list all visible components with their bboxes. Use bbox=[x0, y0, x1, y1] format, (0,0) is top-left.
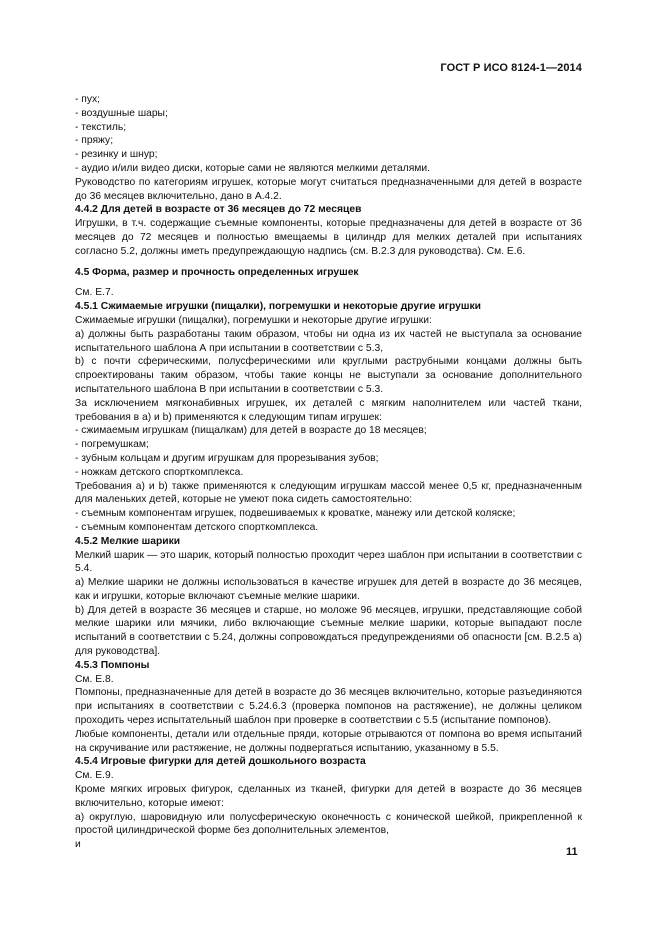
paragraph: - ножкам детского спорткомплекса. bbox=[75, 466, 244, 478]
page-number: 11 bbox=[566, 846, 578, 858]
paragraph: a) округлую, шаровидную или полусферическую оконечность с конической шейкой, прикрепленной к простой цилиндрической форме без дополнительных элементов, bbox=[75, 811, 582, 837]
paragraph: Мелкий шарик — это шарик, который полностью проходит через шаблон при испытании в соответствии с 5.4. bbox=[75, 549, 582, 575]
paragraph: - воздушные шары; bbox=[75, 107, 168, 119]
paragraph: - текстиль; bbox=[75, 121, 127, 133]
section-heading: 4.5 Форма, размер и прочность определенных игрушек bbox=[75, 266, 359, 278]
paragraph: Требования а) и b) также применяются к следующим игрушкам массой менее 0,5 кг, предназначенным для маленьких детей, которые не умеют пока сидеть самостоятельно: bbox=[75, 480, 582, 506]
paragraph: Кроме мягких игровых фигурок, сделанных из тканей, фигурки для детей в возрасте до 36 месяцев включительно, которые имеют: bbox=[75, 784, 582, 809]
paragraph: - пряжу; bbox=[75, 135, 114, 147]
paragraph: Сжимаемые игрушки (пищалки), погремушки и некоторые другие игрушки: bbox=[75, 314, 432, 326]
paragraph: - аудио и/или видео диски, которые сами не являются мелкими деталями. bbox=[75, 162, 430, 174]
paragraph: - сжимаемым игрушкам (пищалкам) для детей в возрасте до 18 месяцев; bbox=[75, 425, 427, 437]
paragraph: Руководство по категориям игрушек, которые могут считаться предназначенными для детей в возрасте до 36 месяцев включительно, дано в А.4.2. bbox=[75, 176, 582, 202]
paragraph: За исключением мягконабивных игрушек, их деталей с мягким наполнителем или частей ткани, требования в а) и b) применяются к следующим типам игрушек: bbox=[75, 397, 582, 423]
paragraph: - погремушкам; bbox=[75, 439, 149, 451]
section-heading: 4.5.2 Мелкие шарики bbox=[75, 535, 181, 547]
paragraph: b) Для детей в возрасте 36 месяцев и старше, но моложе 96 месяцев, игрушки, представляющие собой мелкие шарики или мячики, либо включающие съемные мелкие шарики, которые выпадают после испытаний в соответствии с 5.24, должны сопровождаться предупреждениями об опасности [см. В.2.5 а) для руководства]. bbox=[75, 604, 582, 658]
section-heading: 4.5.1 Сжимаемые игрушки (пищалки), погремушки и некоторые другие игрушки bbox=[75, 301, 481, 313]
paragraph: Помпоны, предназначенные для детей в возрасте до 36 месяцев включительно, которые разъединяются при испытаниях в соответствии с 5.24.6.3 (проверка помпонов на растяжение), не должны целиком проходить через испытательный шаблон при проверке в соответствии с 5.5 (испытание помпонов). bbox=[75, 687, 582, 727]
document-header: ГОСТ Р ИСО 8124-1—2014 bbox=[440, 62, 582, 74]
paragraph: a) должны быть разработаны таким образом, чтобы ни одна из их частей не выступала за основание испытательного шаблона А при испытании в соответствии с 5.3, bbox=[75, 328, 582, 354]
paragraph: - зубным кольцам и другим игрушкам для прорезывания зубов; bbox=[75, 452, 379, 464]
section-heading: 4.5.4 Игровые фигурки для детей дошкольного возраста bbox=[75, 756, 366, 768]
paragraph: a) Мелкие шарики не должны использоваться в качестве игрушек для детей в возрасте до 36 месяцев, как и игрушки, которые включают съемные мелкие шарики. bbox=[75, 577, 582, 602]
section-heading: 4.4.2 Для детей в возрасте от 36 месяцев до 72 месяцев bbox=[75, 204, 362, 216]
paragraph: Любые компоненты, детали или отдельные пряди, которые отрываются от помпона во время испытаний на скручивание или растяжение, не должны подвергаться испытанию, указанному в 5.5. bbox=[75, 728, 582, 754]
section-heading: 4.5.3 Помпоны bbox=[75, 659, 150, 671]
paragraph: См. Е.7. bbox=[75, 287, 114, 299]
paragraph: См. Е.9. bbox=[75, 770, 114, 782]
paragraph: - пух; bbox=[75, 94, 101, 105]
page-body bbox=[75, 93, 582, 852]
paragraph: - съемным компонентам игрушек, подвешиваемых к кроватке, манежу или детской коляске; bbox=[75, 508, 516, 520]
paragraph: и bbox=[75, 839, 81, 851]
paragraph: - резинку и шнур; bbox=[75, 149, 158, 161]
paragraph: Игрушки, в т.ч. содержащие съемные компоненты, которые предназначены для детей в возрасте от 36 месяцев до 72 месяцев и полностью вмещаемы в цилиндр для мелких деталей при испытаниях согласно 5.2, должны иметь предупреждающую надпись (см. В.2.3 для руководства). См. Е.6. bbox=[75, 218, 582, 257]
paragraph: См. Е.8. bbox=[75, 673, 114, 685]
paragraph: b) с почти сферическими, полусферическими или круглыми раструбными концами должны быть спроектированы таким образом, чтобы такие концы не выступали за основание дополнительного испытательного шаблона В при испытании в соответствии с 5.3. bbox=[75, 356, 582, 395]
paragraph: - съемным компонентам детского спорткомплекса. bbox=[75, 521, 319, 533]
